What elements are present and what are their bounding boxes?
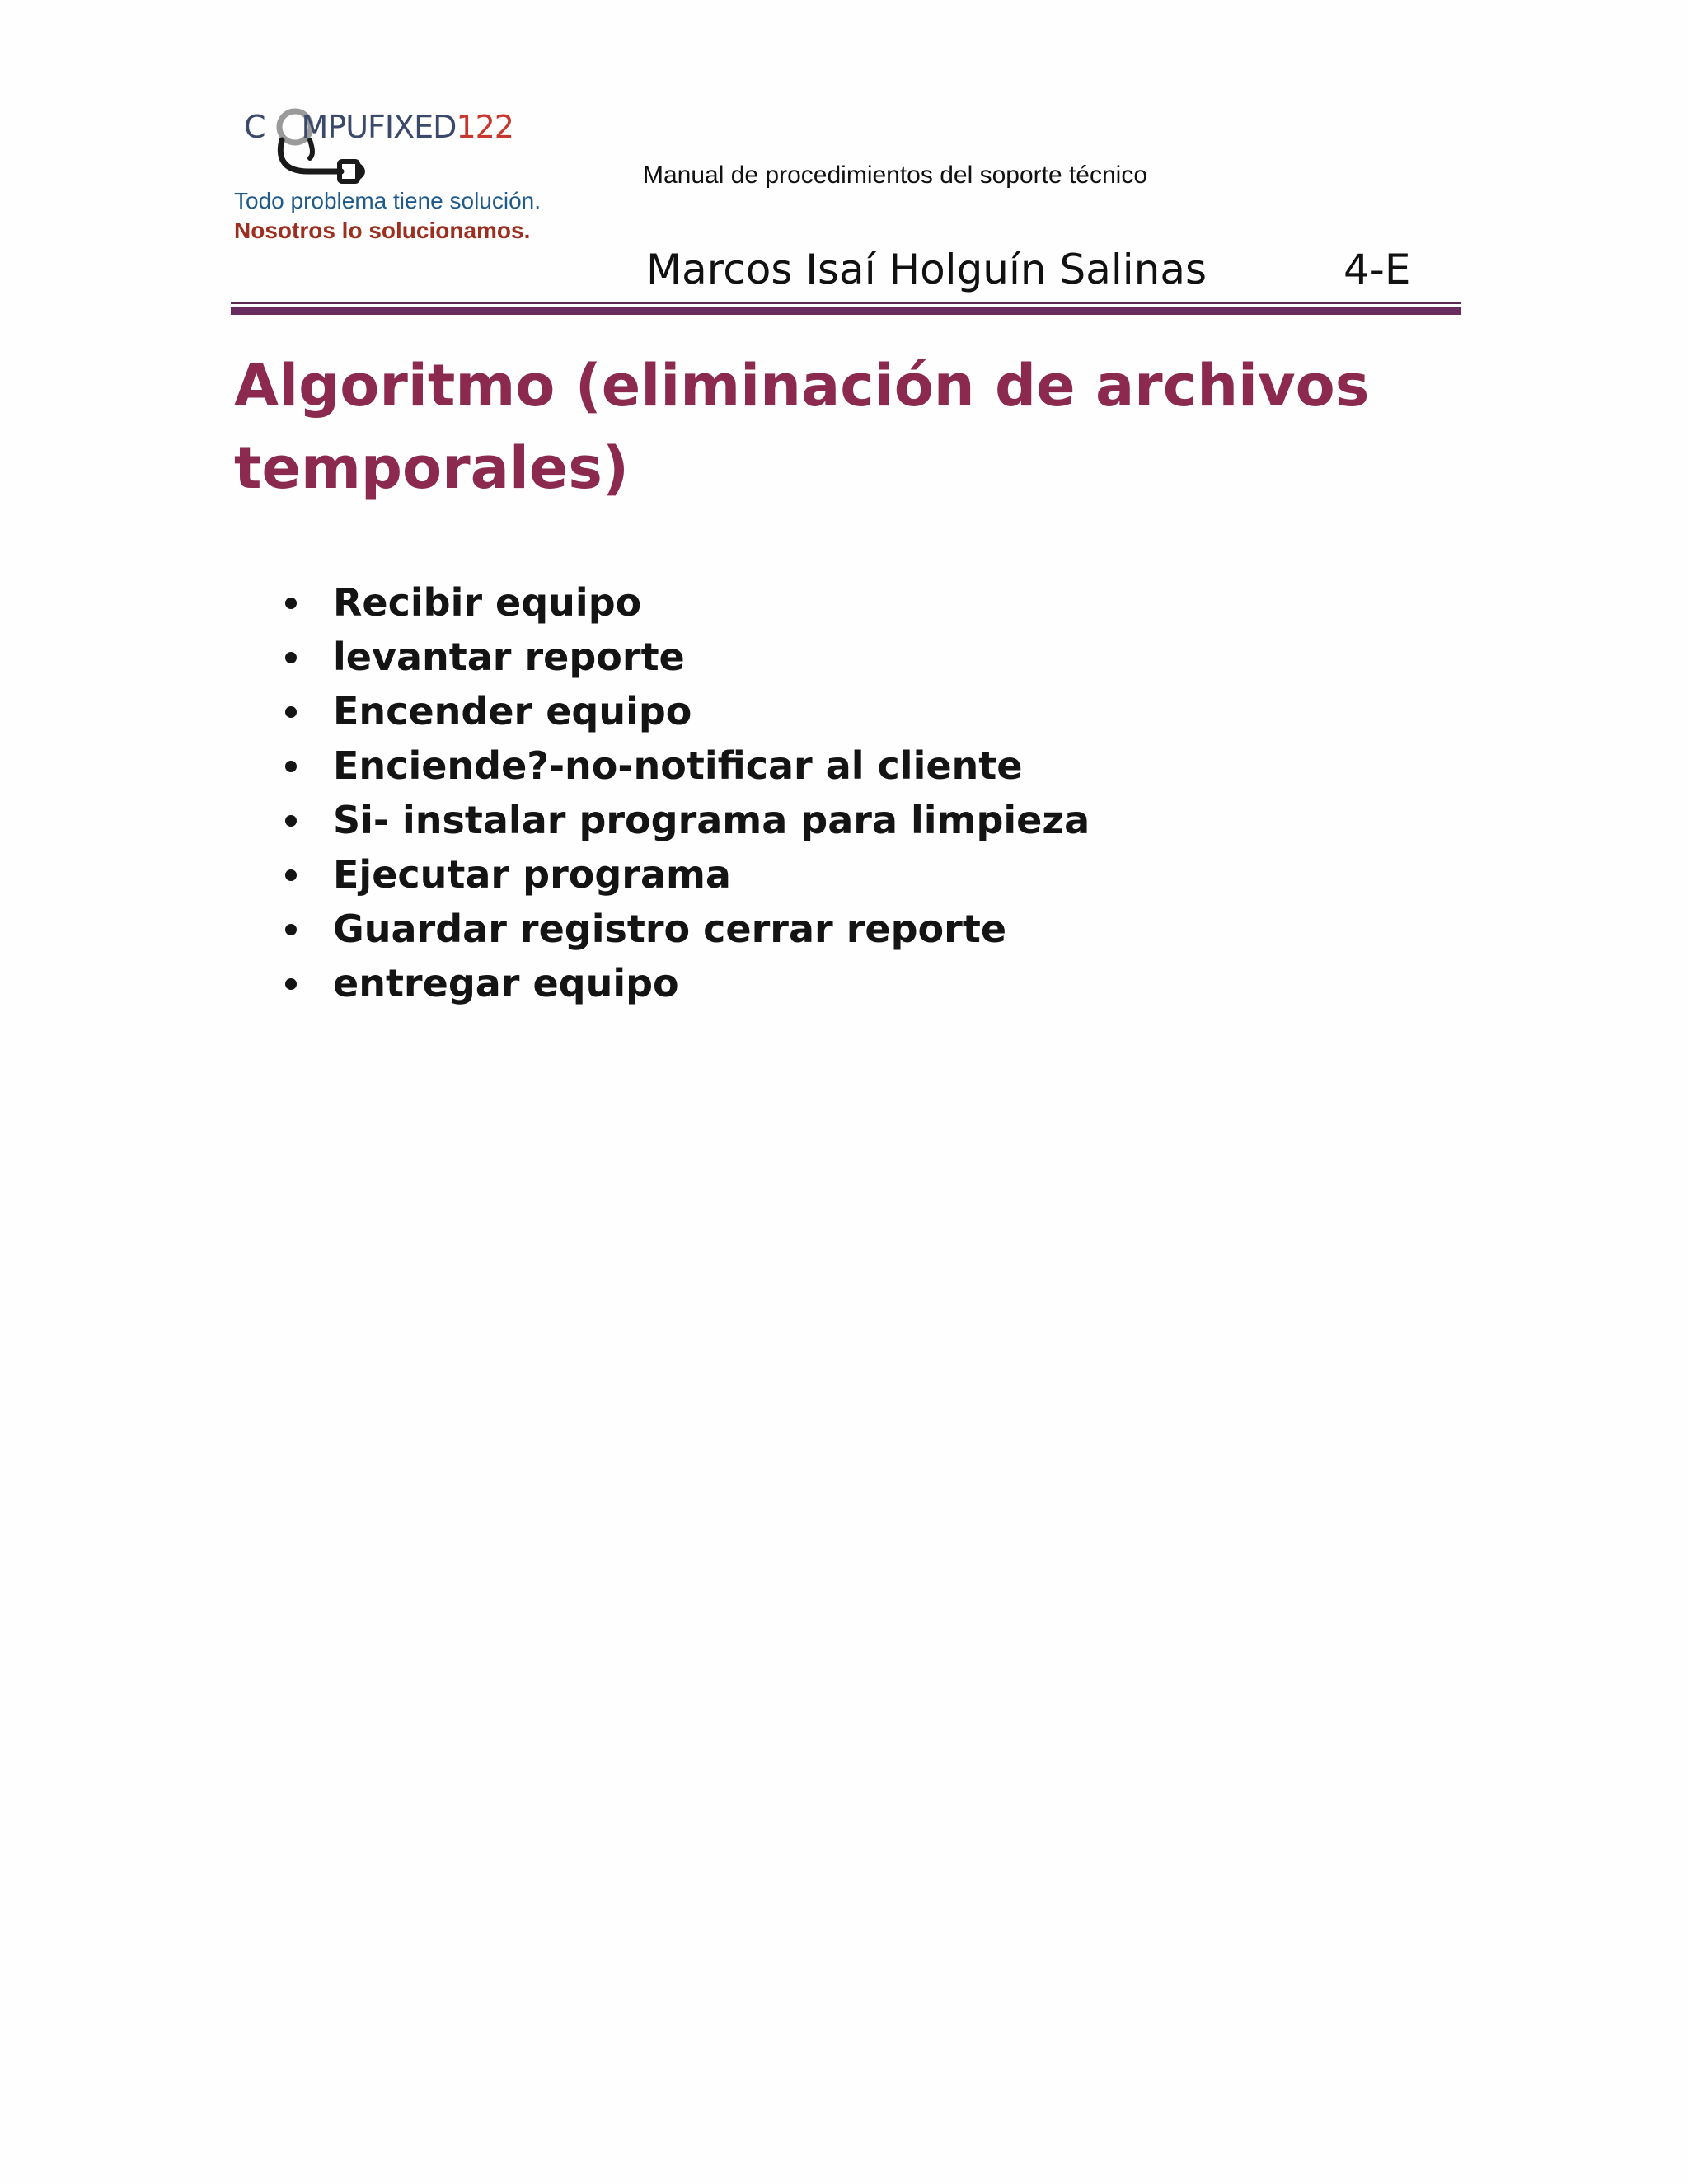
list-item [280,793,1090,847]
list-item-text: Si- instalar programa para limpieza [333,798,1090,842]
author-name: Marcos Isaí Holguín Salinas [646,246,1207,293]
tagline-line-2: Nosotros lo solucionamos. [234,218,531,243]
list-item [280,847,1090,902]
list-item-text: entregar equipo [333,961,679,1005]
list-item-text: Encender equipo [333,689,692,733]
bullet-icon [285,815,297,827]
logo-brand-word: MPUFIXED [301,109,457,145]
logo-brand-text [244,109,513,145]
bullet-icon [285,924,297,935]
logo-brand-letter: C [244,109,265,145]
bullet-icon [285,706,297,718]
bullet-icon [285,978,297,990]
list-item [280,575,1090,630]
group-label: 4-E [1343,246,1411,293]
list-item-text: Guardar registro cerrar reporte [333,907,1007,951]
header-divider-thick [231,307,1461,315]
list-item-text: levantar reporte [333,635,685,679]
bullet-icon [285,652,297,663]
company-logo [234,92,531,190]
list-item [280,630,1090,684]
list-item-text: Ejecutar programa [333,852,731,897]
page-heading: Algoritmo (eliminación de archivos temporales) [234,352,1370,502]
header-divider-thin [231,302,1461,304]
steps-list [280,575,1090,1010]
bullet-icon [285,761,297,772]
bullet-icon [285,869,297,881]
logo-brand-number: 122 [456,109,513,145]
list-item [280,684,1090,738]
list-item [280,956,1090,1010]
list-item-text: Enciende?-no-notificar al cliente [333,743,1023,788]
list-item [280,738,1090,793]
bullet-icon [285,598,297,609]
tagline-line-1: Todo problema tiene solución. [234,188,542,213]
list-item [280,902,1090,956]
list-item-text: Recibir equipo [333,580,642,625]
manual-title: Manual de procedimientos del soporte técnico [643,162,1148,189]
